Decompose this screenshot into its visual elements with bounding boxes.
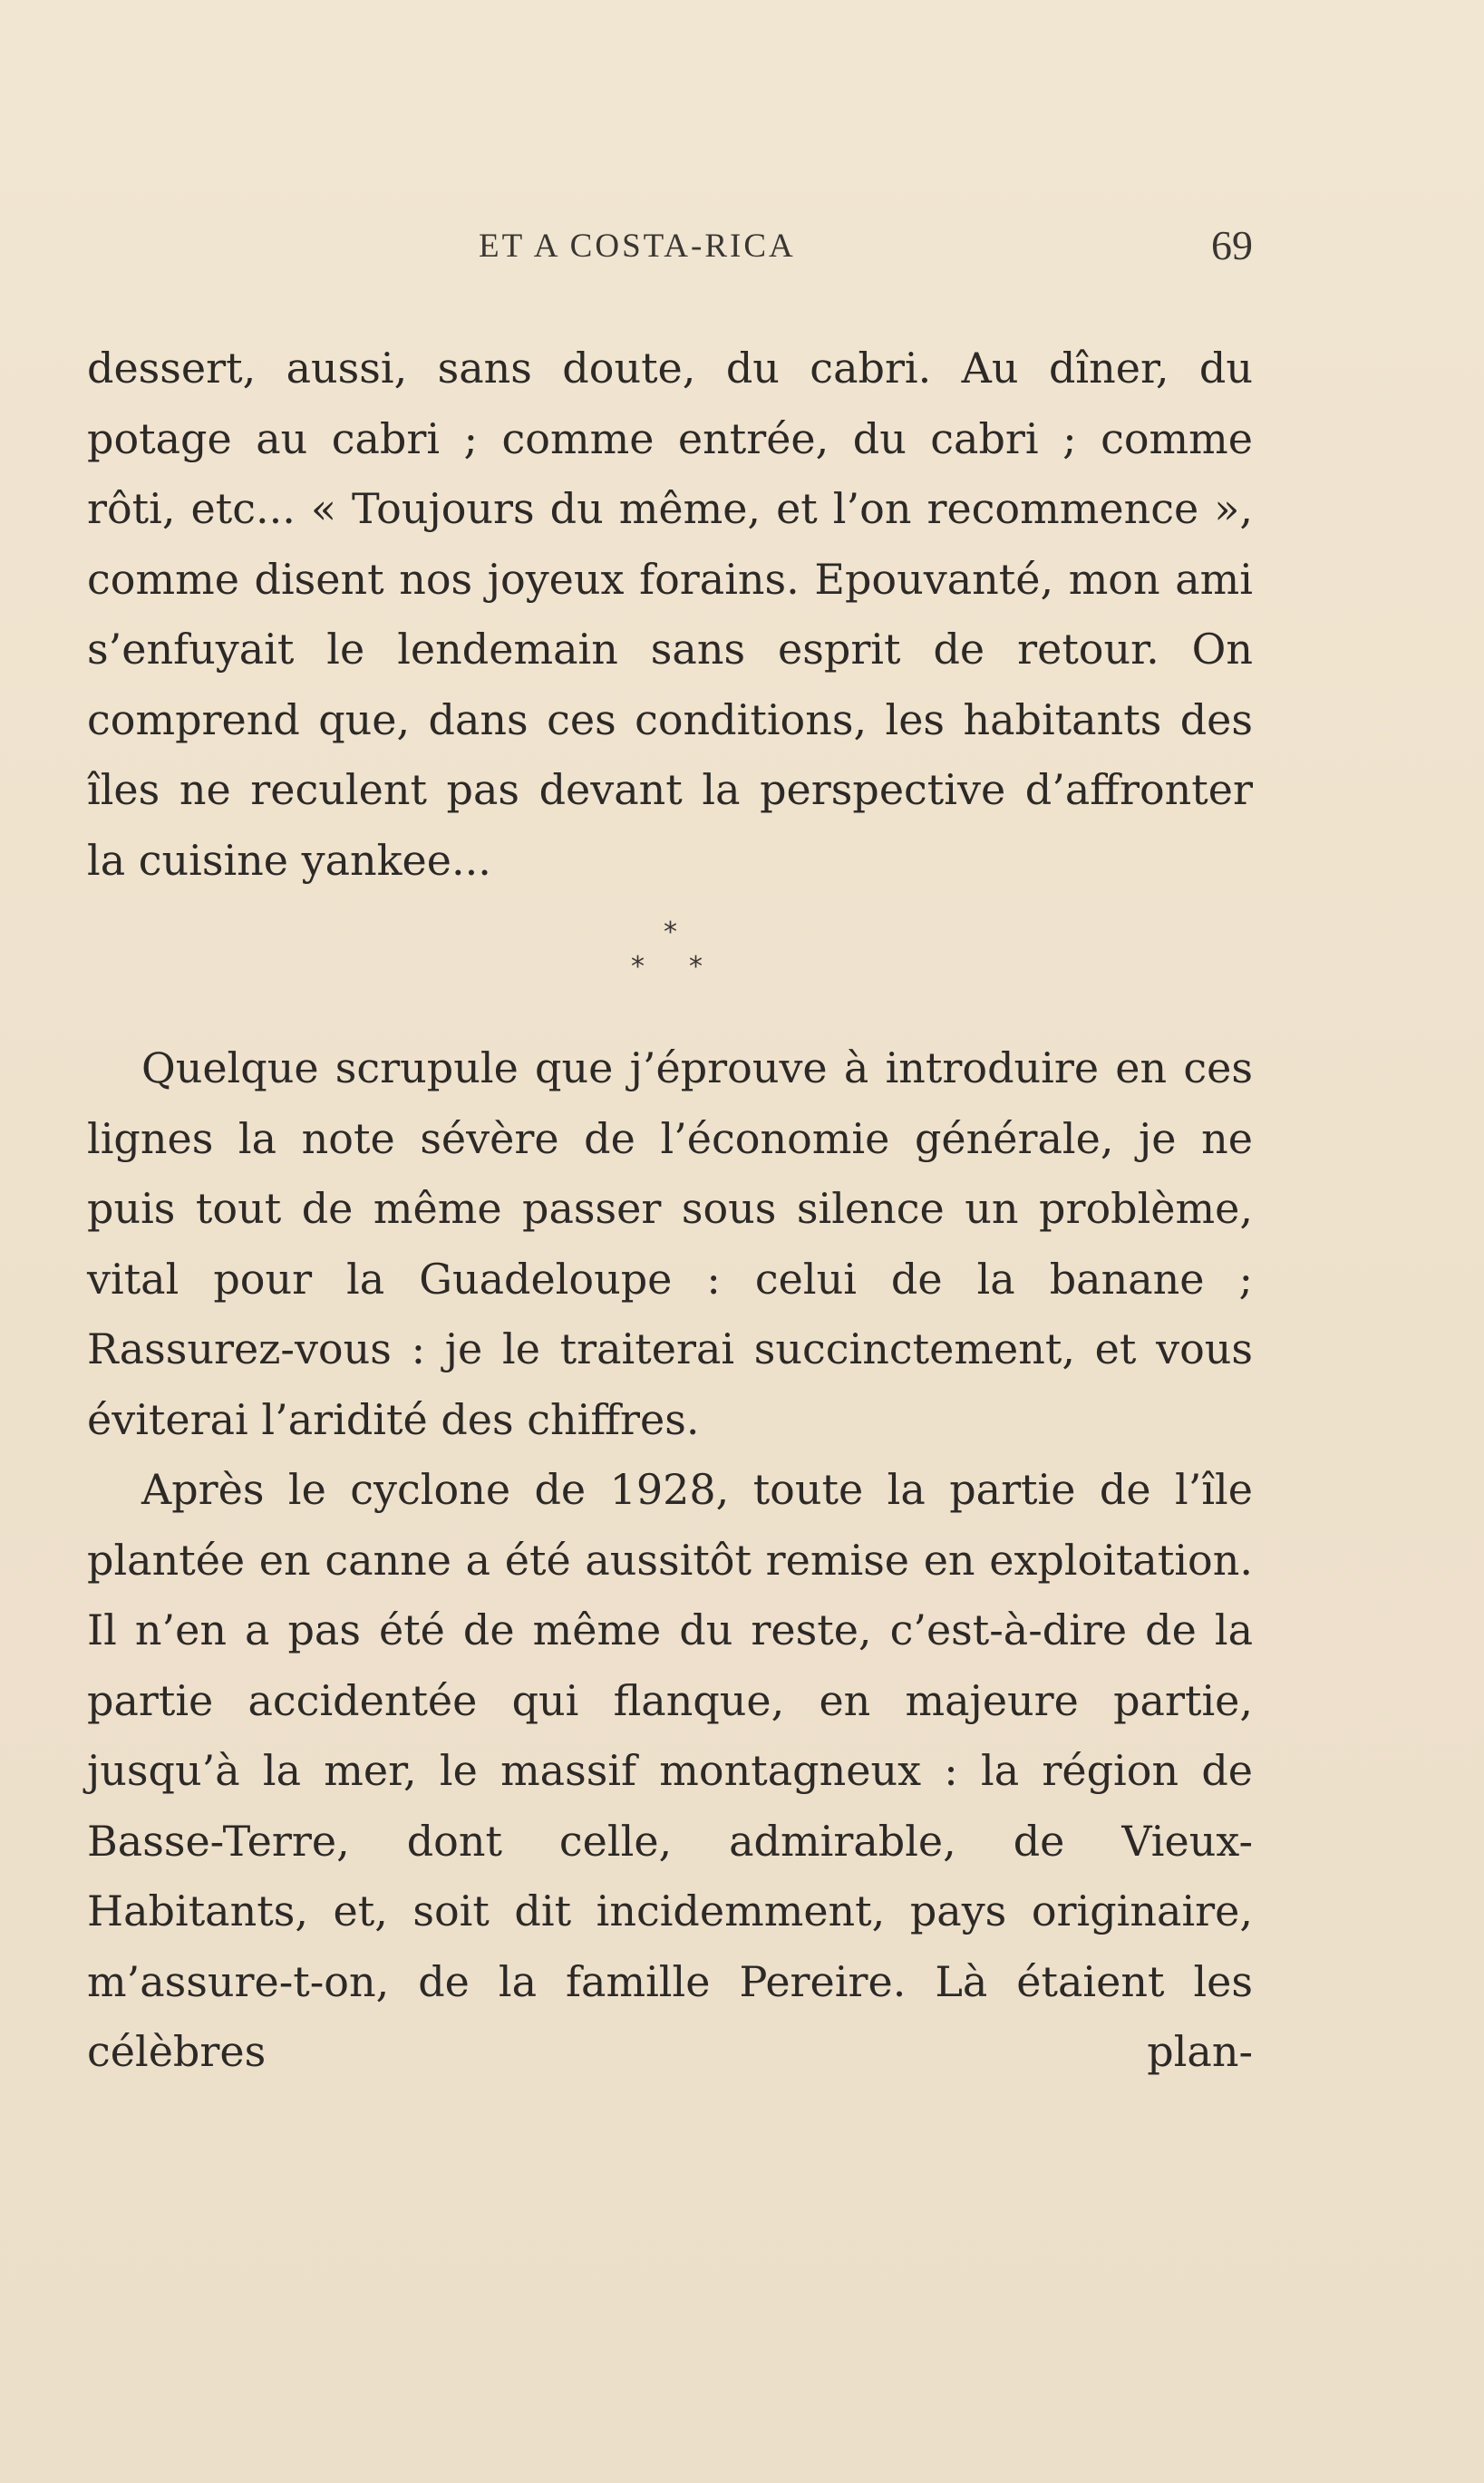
- asterism-star-right: *: [689, 951, 703, 983]
- asterism-star-left: *: [631, 951, 645, 983]
- asterism-star-top: *: [664, 917, 677, 948]
- paragraph-banana-problem: Quelque scrupule que j’éprouve à introduire en ces lignes la note sévère de l’économie générale, je ne puis tout de même passer sous silence un problème, vital pour la Guadeloupe : celui de la banane ; Rassurez-vous : je le traiterai succinctement, et vous éviterai l’aridité des chiffres.: [87, 1043, 1253, 1444]
- page-number: 69: [1211, 222, 1253, 268]
- asterism-section-break: [87, 896, 1253, 1033]
- paragraph-cyclone-1928: Après le cyclone de 1928, toute la partie de l’île plantée en canne a été aussitôt remise en exploitation. Il n’en a pas été de même du reste, c’est-à-dire de la partie accidentée qui flanque, en majeure partie, jusqu’à la mer, le massif montagneux : la région de Basse-Terre, dont celle, admirable, de Vieux-Habitants, et, soit dit incidemment, pays originaire, m’assure-t-on, de la famille Pereire. Là étaient les célèbres plan-: [87, 1465, 1253, 2076]
- running-header: [87, 221, 1253, 276]
- running-title: ET A COSTA-RICA: [479, 228, 796, 265]
- paragraph-continuation: dessert, aussi, sans doute, du cabri. Au dîner, du potage au cabri ; comme entrée, du cabri ; comme rôti, etc... « Toujours du même, et l’on recommence », comme disent nos joyeux forains. Epouvanté, mon ami s’enfuyait le lendemain sans esprit de retour. On comprend que, dans ces conditions, les habitants des îles ne reculent pas devant la perspective d’affronter la cuisine yankee...: [87, 344, 1253, 885]
- body-text: [87, 334, 1253, 2088]
